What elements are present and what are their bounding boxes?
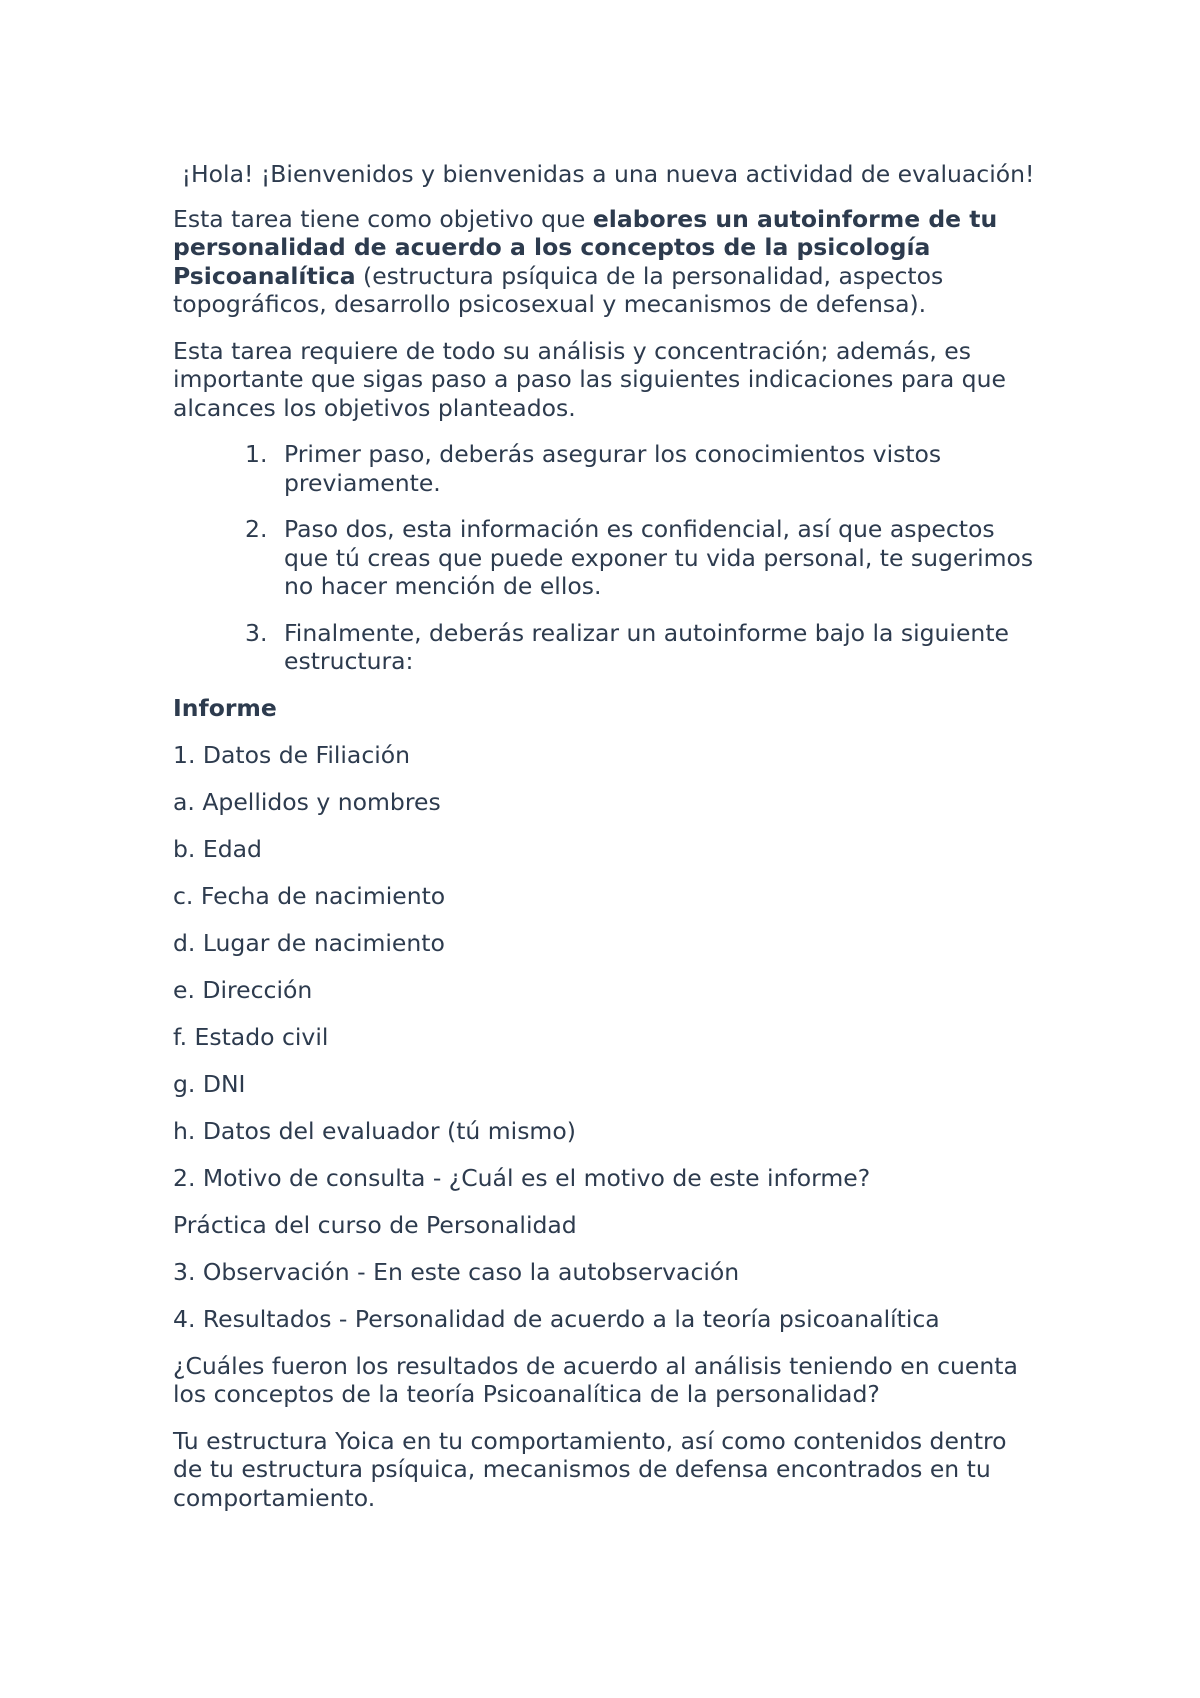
intro-suffix: (estructura psíquica de la personalidad, aspectos topográficos, desarrollo psicosexual y mecanismos de defensa). <box>173 261 944 318</box>
report-items <box>173 741 1043 1334</box>
document-title: ¡Hola! ¡Bienvenidos y bienvenidas a una nueva actividad de evaluación! <box>181 160 1035 188</box>
report-item: d. Lugar de nacimiento <box>173 928 445 957</box>
intro-bold: elabores un autoinforme de tu personalidad de acuerdo a los conceptos de la psicología Psicoanalítica <box>173 204 998 290</box>
closing-paragraph: Tu estructura Yoica en tu comportamiento, así como contenidos dentro de tu estructura psíquica, mecanismos de defensa encontrados en tu comportamiento. <box>173 1426 1007 1512</box>
step-item <box>173 440 1043 497</box>
intro-paragraph <box>173 205 1043 319</box>
step-item <box>173 619 1043 676</box>
instructions-paragraph: Esta tarea requiere de todo su análisis y concentración; además, es importante que sigas paso a paso las siguientes indicaciones para que alcances los objetivos planteados. <box>173 336 1006 422</box>
step-text: Primer paso, deberás asegurar los conocimientos vistos previamente. <box>284 440 942 497</box>
report-item: c. Fecha de nacimiento <box>173 881 446 910</box>
report-item: f. Estado civil <box>173 1022 329 1051</box>
question-paragraph: ¿Cuáles fueron los resultados de acuerdo al análisis teniendo en cuenta los conceptos de la teoría Psicoanalítica de la personalidad? <box>173 1351 1018 1408</box>
report-item: b. Edad <box>173 834 262 863</box>
report-item: 3. Observación - En este caso la autobservación <box>173 1257 740 1286</box>
report-item: 4. Resultados - Personalidad de acuerdo a la teoría psicoanalítica <box>173 1304 940 1333</box>
step-item <box>173 515 1043 601</box>
report-heading: Informe <box>173 693 277 722</box>
report-item: h. Datos del evaluador (tú mismo) <box>173 1116 576 1145</box>
step-text: Finalmente, deberás realizar un autoinforme bajo la siguiente estructura: <box>284 618 1009 675</box>
report-item: g. DNI <box>173 1069 246 1098</box>
report-item: 2. Motivo de consulta - ¿Cuál es el motivo de este informe? <box>173 1163 871 1192</box>
document-page <box>173 160 1043 1530</box>
report-item: 1. Datos de Filiación <box>173 740 411 769</box>
report-item: Práctica del curso de Personalidad <box>173 1210 577 1239</box>
step-text: Paso dos, esta información es confidencial, así que aspectos que tú creas que puede exponer tu vida personal, te sugerimos no hacer mención de ellos. <box>284 515 1034 600</box>
steps-list <box>173 440 1043 676</box>
report-item: e. Dirección <box>173 975 313 1004</box>
report-item: a. Apellidos y nombres <box>173 787 441 816</box>
step-number: 2. <box>245 515 268 543</box>
intro-prefix: Esta tarea tiene como objetivo que <box>173 204 593 233</box>
step-number: 1. <box>245 440 268 468</box>
step-number: 3. <box>245 618 268 647</box>
